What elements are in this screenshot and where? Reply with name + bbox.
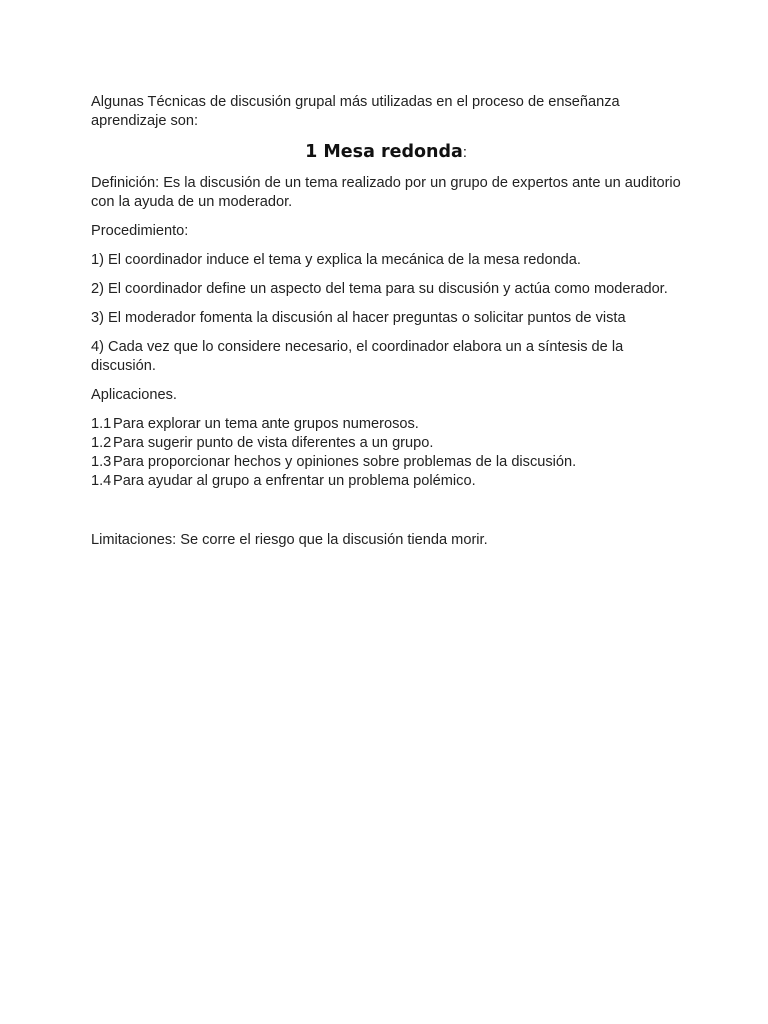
list-item [91,415,681,434]
list-item-number: 1.1 [91,416,112,432]
applications-label: Aplicaciones. [91,387,177,403]
document-body [91,93,681,560]
list-item-text: Para proporcionar hechos y opiniones sobre problemas de la discusión. [113,454,577,470]
list-item-number: 1.2 [91,435,112,451]
intro-paragraph: Algunas Técnicas de discusión grupal más utilizadas en el proceso de enseñanza aprendizaje son: [91,94,620,129]
list-item [91,434,681,453]
list-item-text: Para sugerir punto de vista diferentes a un grupo. [113,435,434,451]
section-heading [91,139,681,165]
list-item [91,453,681,472]
section-title: 1 Mesa redonda [305,142,463,162]
list-item-number: 1.4 [91,473,112,489]
list-item-number: 1.3 [91,454,112,470]
limitations-paragraph: Limitaciones: Se corre el riesgo que la discusión tienda morir. [91,532,488,548]
procedure-step: 4) Cada vez que lo considere necesario, el coordinador elabora un a síntesis de la discusión. [91,339,624,374]
definition-paragraph: Definición: Es la discusión de un tema realizado por un grupo de expertos ante un auditorio con la ayuda de un moderador. [91,175,681,210]
list-item [91,472,681,491]
procedure-label: Procedimiento: [91,223,189,239]
procedure-step: 2) El coordinador define un aspecto del tema para su discusión y actúa como moderador. [91,281,668,297]
applications-list [91,415,681,491]
list-item-text: Para explorar un tema ante grupos numerosos. [113,416,419,432]
list-item-text: Para ayudar al grupo a enfrentar un problema polémico. [113,473,476,489]
section-title-colon: : [462,145,467,161]
procedure-step: 1) El coordinador induce el tema y explica la mecánica de la mesa redonda. [91,252,581,268]
procedure-step: 3) El moderador fomenta la discusión al hacer preguntas o solicitar puntos de vista [91,310,626,326]
